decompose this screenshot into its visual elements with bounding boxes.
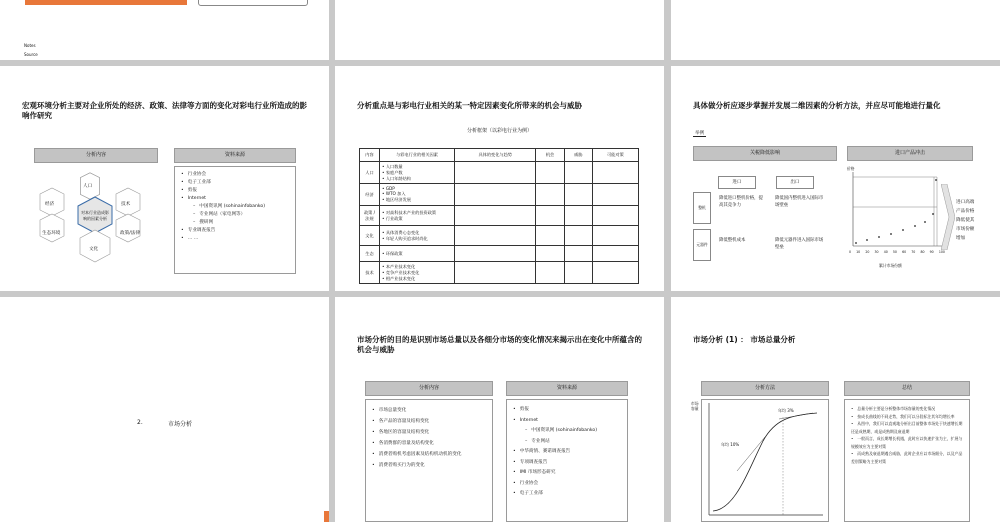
point	[902, 229, 904, 231]
notes-label: Notes	[24, 43, 36, 48]
data-source-header: 资料来源	[506, 381, 628, 396]
share-axis-label: 累计市场份额	[879, 263, 902, 268]
col-import-label: 进口	[718, 176, 756, 189]
factor-item: • 家庭户数	[382, 170, 452, 176]
slide-4[interactable]	[0, 66, 329, 291]
source-item: • 电子工业部	[181, 179, 289, 187]
growth-low-label: 年均 3%	[778, 408, 794, 413]
cell-components-export: 降低元器件进入国际市场壁垒	[775, 238, 824, 250]
summary-item: • 一般而言，成长期增长机遇，此时应以快速扩张为主，扩展与规模效应为主要对策	[851, 435, 963, 450]
factor-item: • 环保政策	[382, 251, 452, 257]
hex-bottom-right	[116, 214, 140, 242]
hex-top-right-label: 技术	[121, 202, 131, 207]
col-header: 威胁	[564, 149, 592, 162]
point	[924, 221, 926, 223]
method-header: 分析方法	[701, 381, 829, 396]
table-cell	[536, 262, 564, 284]
side-note	[956, 198, 974, 243]
orange-accent-bar	[25, 0, 187, 5]
summary-item: • 总量分析主要是分析整体市场容量的变化情况	[851, 405, 963, 413]
tariff-impact-header: 关税降低影响	[693, 146, 837, 161]
growth-high-label: 年均 10%	[721, 442, 740, 447]
x-tick: 10	[856, 250, 861, 254]
side-note-line: 产品价格	[956, 209, 975, 214]
table-row	[360, 184, 639, 206]
analysis-item: • 各消费群的容量及结构变化	[372, 438, 486, 449]
factor-item: • 年轻人购买追求时尚化	[382, 236, 452, 242]
table-cell	[536, 206, 564, 226]
source-item: • Internet	[513, 416, 621, 427]
table-row	[360, 262, 639, 284]
source-subitem: – 专业网站（家电网等）	[181, 211, 289, 219]
source-item: • 中华商情、赛诺调查报告	[513, 447, 621, 458]
source-item: • 电子工业部	[513, 489, 621, 500]
point	[855, 242, 857, 244]
factor-item: • 地区经济发展	[382, 197, 452, 203]
factor-item: • GDP	[382, 186, 452, 191]
table-cell	[455, 246, 536, 262]
table-cell	[536, 246, 564, 262]
source-subitem: – 中国资讯网 (sohinainfobanko)	[513, 426, 621, 437]
import-impact-header: 进口产品冲击	[847, 146, 973, 161]
source-subitem: – 中国资讯网 (sohinainfobanko)	[181, 203, 289, 211]
table-header-row	[360, 149, 639, 162]
source-label: Source	[24, 52, 38, 57]
x-tick-row	[849, 250, 945, 254]
col-header: 与彩电行业的相关因素	[380, 149, 455, 162]
x-tick: 50	[892, 250, 897, 254]
summary-box	[844, 399, 970, 522]
slide-2[interactable]	[335, 0, 664, 60]
orange-accent-bar	[324, 511, 329, 522]
slide-1[interactable]	[0, 0, 329, 60]
table-cell	[564, 206, 592, 226]
table-cell	[592, 226, 638, 246]
factor-table	[359, 148, 639, 284]
source-item: • 剪报	[181, 187, 289, 195]
s-curve	[713, 413, 817, 511]
factor-item: • 人口数量	[382, 164, 452, 170]
factor-item: • WTO 加入	[382, 191, 452, 197]
hex-top-label: 人口	[83, 184, 93, 189]
table-cell	[592, 184, 638, 206]
analysis-item: • 各产品的容量及结构变化	[372, 416, 486, 427]
slide-9[interactable]	[335, 297, 664, 522]
row-label: 文化	[360, 226, 380, 246]
x-tick: 90	[929, 250, 934, 254]
side-note-line: 降低使其	[956, 218, 975, 223]
analysis-content-header: 分析内容	[365, 381, 493, 396]
hex-top-left-label: 经济	[45, 202, 55, 207]
slide-3[interactable]	[671, 0, 1000, 60]
source-item: • IMI 市场形态研究	[513, 468, 621, 479]
col-header: 内容	[360, 149, 380, 162]
slide-title: 市场分析 (1) ： 市场总量分析	[693, 335, 796, 344]
table-cell	[564, 246, 592, 262]
source-subitem: – 专业网站	[513, 437, 621, 448]
slide-8[interactable]	[0, 297, 329, 522]
cell-machine-import: 降低进口整机价格，提高其竞争力	[719, 196, 763, 208]
factor-item: • 行业政策	[382, 216, 452, 222]
row-label: 政策 / 法规	[360, 206, 380, 226]
point	[866, 239, 868, 241]
factor-item: • 对高科技术产业的投资政策	[382, 210, 452, 216]
source-item: • 行业协会	[513, 479, 621, 490]
analysis-item: • 市场总量变化	[372, 405, 486, 416]
row-label: 生态	[360, 246, 380, 262]
source-item: • 行业协会	[181, 171, 289, 179]
slide-title: 具体做分析应逐步掌握并发展二维因素的分析方法，并应尽可能地进行量化	[693, 101, 941, 110]
col-header: 可能对策	[592, 149, 638, 162]
factor-item: • 具体消费心态变化	[382, 230, 452, 236]
table-cell	[592, 246, 638, 262]
table-cell	[455, 162, 536, 184]
source-list	[181, 171, 289, 243]
x-tick: 100	[938, 250, 945, 254]
cell-machine-export: 降低国内整机进入国际市场壁垒	[775, 196, 824, 208]
table-row	[360, 246, 639, 262]
table-cell	[536, 226, 564, 246]
slide-title: 宏观环境分析主要对企业所处的经济、政策、法律等方面的变化对彩电行业所造成的影响作研究	[22, 101, 307, 121]
row-factors	[380, 226, 455, 246]
col-header: 机会	[536, 149, 564, 162]
hex-bottom-left	[40, 214, 64, 242]
table-cell	[536, 162, 564, 184]
side-note-line: 进口高端	[956, 200, 975, 205]
table-cell	[536, 184, 564, 206]
summary-header: 总结	[844, 381, 970, 396]
x-tick: 60	[902, 250, 907, 254]
data-source-box	[174, 166, 296, 274]
table-cell	[455, 226, 536, 246]
source-subitem: – 搜研网	[181, 219, 289, 227]
factor-item: • 相产业技术变化	[382, 276, 452, 282]
source-item: • 专业调查报告	[181, 227, 289, 235]
table-cell	[592, 262, 638, 284]
analysis-item: • 消费者购买行为的变化	[372, 460, 486, 471]
row-factors	[380, 246, 455, 262]
summary-list	[851, 405, 963, 465]
side-note-line: 市场份额	[956, 227, 975, 232]
summary-item: • 从图中，我们可以直观地分析出目前整体市场处于快速增长期还是成熟期，或是成熟期及衰退期	[851, 420, 963, 435]
analysis-item: • 各地区的容量及结构变化	[372, 427, 486, 438]
point	[890, 233, 892, 235]
source-item: • Internet	[181, 195, 289, 203]
source-item: • 剪报	[513, 405, 621, 416]
row-label: 技术	[360, 262, 380, 284]
growth-curve-chart	[705, 401, 825, 519]
header-outline-box	[198, 0, 308, 6]
hex-bottom-right-label: 政策/法律	[120, 231, 140, 236]
data-source-header: 资料来源	[174, 148, 296, 163]
price-axis-label: 价格	[847, 166, 855, 171]
table-cell	[592, 206, 638, 226]
point	[914, 225, 916, 227]
analysis-content-header: 分析内容	[34, 148, 158, 163]
table-subtitle: 分析框架（以彩电行业为例）	[466, 128, 532, 134]
col-header: 具体的变化与趋势	[455, 149, 536, 162]
table-cell	[455, 262, 536, 284]
analysis-item: • 消费者购机考虑因素及结构机动机的变化	[372, 449, 486, 460]
slide-5[interactable]	[335, 66, 664, 291]
cell-components-import: 降低整机成本	[719, 238, 746, 243]
source-item: • 专项调查报告	[513, 458, 621, 469]
section-number: 2.	[137, 419, 143, 426]
table-row	[360, 206, 639, 226]
x-tick: 30	[874, 250, 879, 254]
slide-6[interactable]	[671, 66, 1000, 291]
row-factors	[380, 162, 455, 184]
row-factors	[380, 262, 455, 284]
source-item: • … …	[181, 235, 289, 243]
table-cell	[455, 206, 536, 226]
data-source-box	[506, 399, 628, 522]
table-cell	[592, 162, 638, 184]
table-cell	[564, 226, 592, 246]
source-list	[513, 405, 621, 500]
table-cell	[564, 262, 592, 284]
table-row	[360, 162, 639, 184]
point	[932, 213, 934, 215]
table-row	[360, 226, 639, 246]
row-complete-machine: 整机	[693, 192, 711, 224]
factor-item: • 竞争产业技术变化	[382, 270, 452, 276]
slide-10[interactable]	[671, 297, 1000, 522]
row-components: 元器件	[693, 229, 711, 261]
summary-item: • 而成熟及衰退期遇合威胁，此时企业应以市场细分，以及产品差别策略为主要对策	[851, 450, 963, 465]
chevron-right-icon	[941, 184, 955, 250]
analysis-list	[372, 405, 486, 471]
table-cell	[564, 162, 592, 184]
slide-title: 分析重点是与彩电行业相关的某一特定因素变化所带来的机会与威胁	[357, 101, 582, 110]
hex-bottom-left-label: 生态环境	[42, 231, 61, 236]
factor-item: • 人口年龄结构	[382, 176, 452, 182]
col-export-label: 出口	[776, 176, 814, 189]
x-tick: 70	[911, 250, 916, 254]
hex-center-label: 对本行业造成影响的因素分析	[81, 210, 109, 221]
x-tick: 40	[883, 250, 888, 254]
table-cell	[564, 184, 592, 206]
row-factors	[380, 184, 455, 206]
side-note-line: 增加	[956, 236, 966, 241]
hex-bottom-label: 文化	[89, 247, 99, 252]
row-label: 经济	[360, 184, 380, 206]
x-tick: 20	[865, 250, 870, 254]
section-label: 市场分析	[168, 421, 193, 428]
summary-item: • 按成长曲线的不同走势，我们可以分段标注其年均增长率	[851, 413, 963, 421]
point	[878, 236, 880, 238]
table-cell	[455, 184, 536, 206]
analysis-content-box	[365, 399, 493, 522]
row-factors	[380, 206, 455, 226]
x-tick: 0	[849, 250, 852, 254]
slide-title: 市场分析的目的是识别市场总量以及各细分市场的变化情况来揭示出在变化中所蕴含的机会与威胁	[357, 335, 642, 355]
market-volume-label: 市场容量	[691, 401, 699, 411]
row-label: 人口	[360, 162, 380, 184]
point	[935, 179, 937, 181]
x-tick: 80	[920, 250, 925, 254]
factor-item: • 本产业技术变化	[382, 264, 452, 270]
example-tab: 举例	[695, 131, 705, 136]
